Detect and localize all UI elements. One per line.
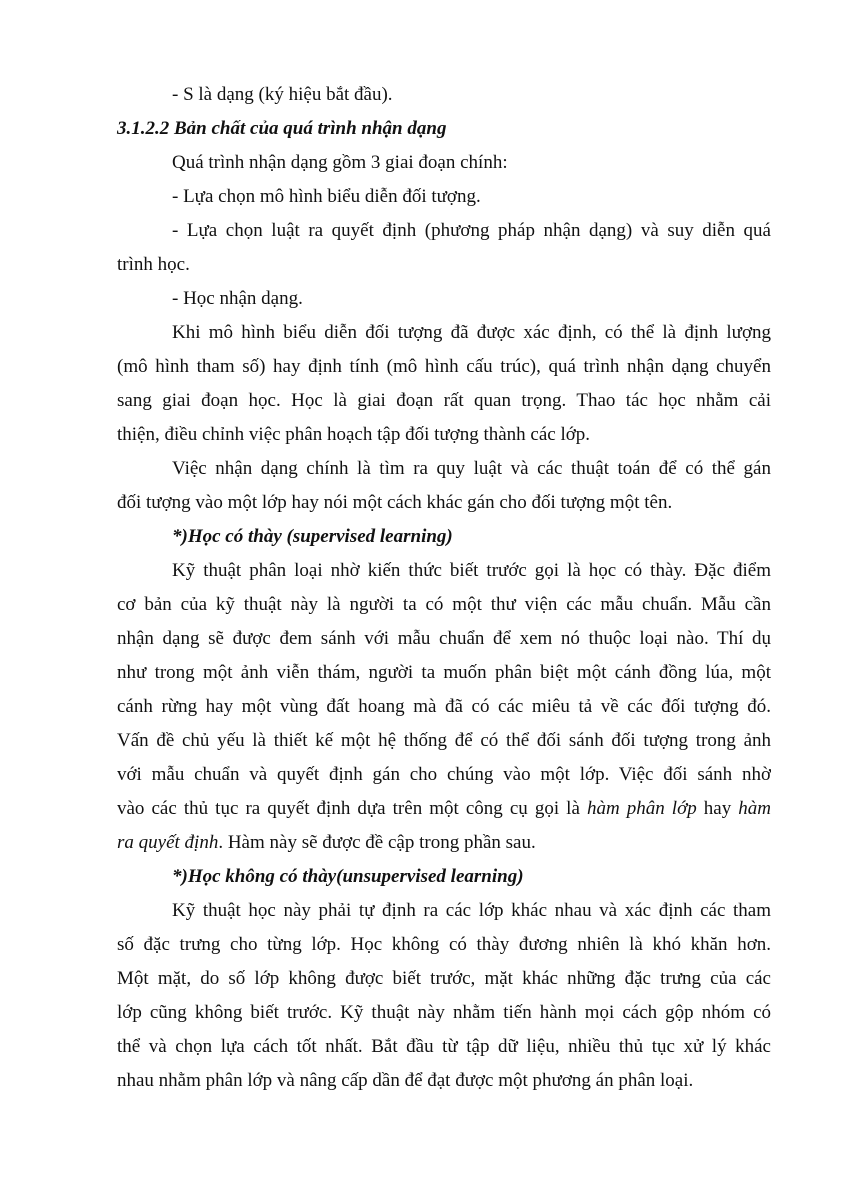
paragraph-line: nhận dạng sẽ được đem sánh với mẫu chuẩn để xem nó thuộc loại nào. Thí dụ xyxy=(117,628,771,649)
italic-term: hàm phân lớp xyxy=(586,798,697,819)
italic-term: ra quyết định xyxy=(117,832,219,853)
paragraph-line: (mô hình tham số) hay định tính (mô hình cấu trúc), quá trình nhận dạng chuyển xyxy=(117,356,771,377)
text-line: trình học. xyxy=(117,254,190,275)
paragraph-line: Kỹ thuật phân loại nhờ kiến thức biết trước gọi là học có thày. Đặc điểm xyxy=(172,560,771,581)
subsection-heading: *)Học không có thày(unsupervised learning) xyxy=(172,866,524,887)
section-heading: 3.1.2.2 Bản chất của quá trình nhận dạng xyxy=(117,118,447,139)
paragraph-line: với mẫu chuẩn và quyết định gán cho chúng vào một lớp. Việc đối sánh nhờ xyxy=(117,764,771,785)
subsection-heading: *)Học có thày (supervised learning) xyxy=(172,526,453,547)
paragraph-line: nhau nhằm phân lớp và nâng cấp dần để đạt được một phương án phân loại. xyxy=(117,1070,694,1091)
paragraph-line xyxy=(117,826,771,860)
text-line: - S là dạng (ký hiệu bắt đầu). xyxy=(172,84,393,105)
text-line: Quá trình nhận dạng gồm 3 giai đoạn chính: xyxy=(172,152,508,173)
paragraph-line: sang giai đoạn học. Học là giai đoạn rất quan trọng. Thao tác học nhằm cải xyxy=(117,390,771,411)
paragraph-line: Một mặt, do số lớp không được biết trước, mặt khác những đặc trưng của các xyxy=(117,968,771,989)
paragraph-line xyxy=(117,792,771,826)
paragraph-line: lớp cũng không biết trước. Kỹ thuật này nhằm tiến hành mọi cách gộp nhóm có xyxy=(117,1002,771,1023)
paragraph-line: như trong một ảnh viễn thám, người ta muốn phân biệt một cánh đồng lúa, một xyxy=(117,662,771,683)
paragraph-line: Khi mô hình biểu diễn đối tượng đã được xác định, có thể là định lượng xyxy=(172,322,771,343)
paragraph-line: cơ bản của kỹ thuật này là người ta có một thư viện các mẫu chuẩn. Mẫu cần xyxy=(117,594,771,615)
list-item: - Lựa chọn luật ra quyết định (phương pháp nhận dạng) và suy diễn quá xyxy=(172,220,771,241)
paragraph-line: Kỹ thuật học này phải tự định ra các lớp khác nhau và xác định các tham xyxy=(172,900,771,921)
paragraph-line: đối tượng vào một lớp hay nói một cách khác gán cho đối tượng một tên. xyxy=(117,492,673,513)
text-segment: hay xyxy=(703,798,732,819)
text-segment: vào các thủ tục ra quyết định dựa trên một công cụ gọi là xyxy=(117,798,580,819)
paragraph-line: Việc nhận dạng chính là tìm ra quy luật và các thuật toán để có thể gán xyxy=(172,458,771,479)
text-segment: . Hàm này sẽ được đề cập trong phần sau. xyxy=(218,832,536,853)
paragraph-line: số đặc trưng cho từng lớp. Học không có thày đương nhiên là khó khăn hơn. xyxy=(117,934,771,955)
paragraph-line: cánh rừng hay một vùng đất hoang mà đã có các miêu tả về các đối tượng đó. xyxy=(117,696,771,717)
italic-term: hàm xyxy=(738,798,771,819)
list-item: - Lựa chọn mô hình biểu diễn đối tượng. xyxy=(172,186,481,207)
list-item: - Học nhận dạng. xyxy=(172,288,303,309)
document-page xyxy=(117,78,771,1098)
paragraph-line: thiện, điều chỉnh việc phân hoạch tập đối tượng thành các lớp. xyxy=(117,424,591,445)
paragraph-line: thể và chọn lựa cách tốt nhất. Bắt đầu từ tập dữ liệu, nhiều thủ tục xử lý khác xyxy=(117,1036,771,1057)
paragraph-line: Vấn đề chủ yếu là thiết kế một hệ thống để có thể đối sánh đối tượng trong ảnh xyxy=(117,730,771,751)
